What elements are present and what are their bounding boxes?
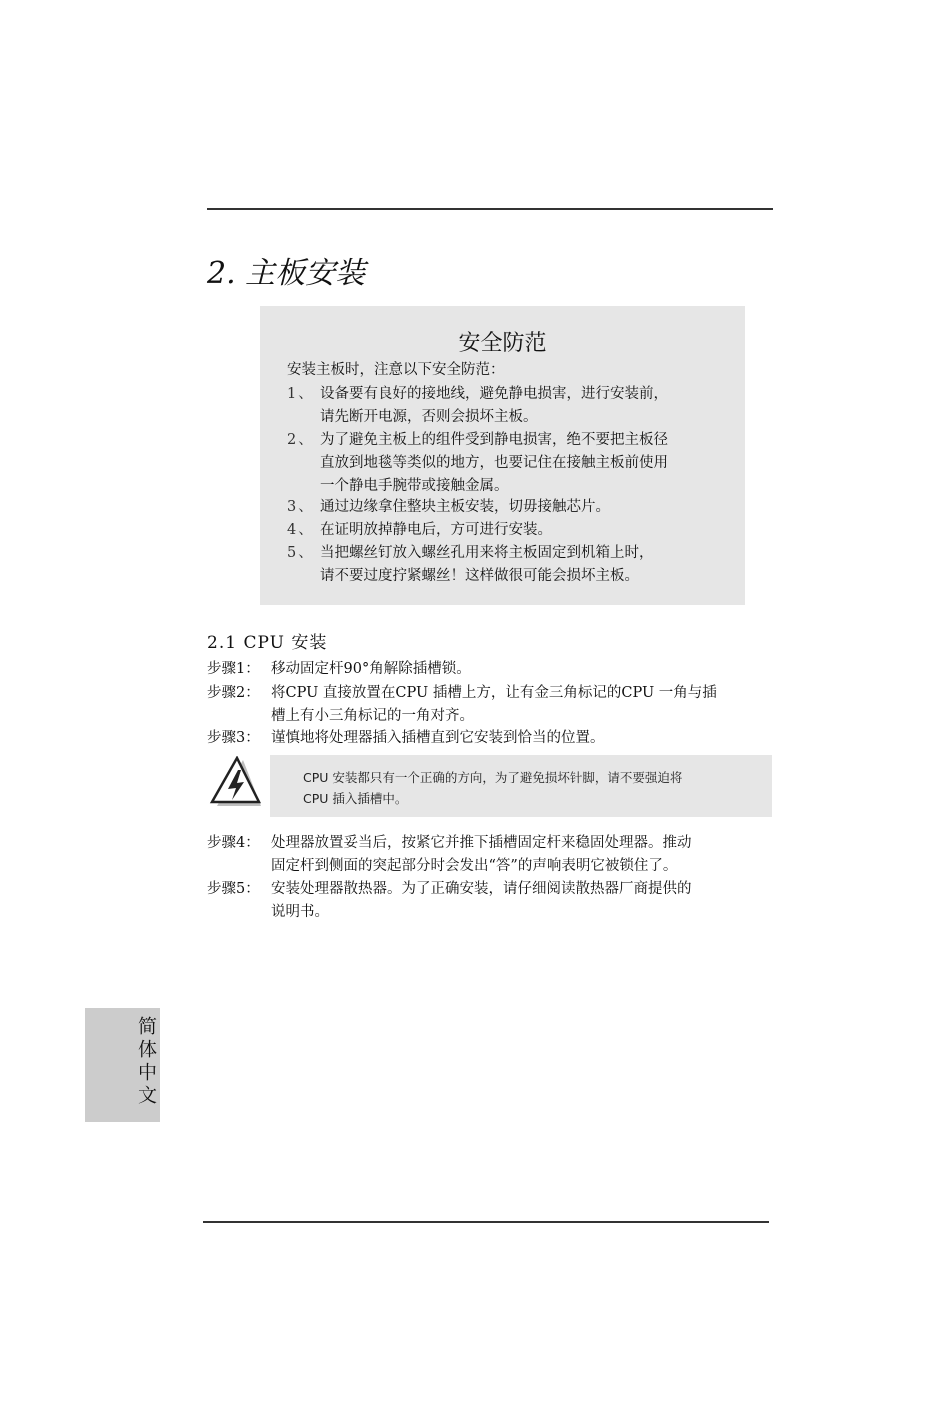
language-side-tab-label: 简体中文 [135, 1016, 157, 1108]
safety-item-line: 为了避免主板上的组件受到静电损害，绝不要把主板径 [320, 432, 668, 448]
step-label: 步骤4： [207, 835, 260, 851]
safety-title: 安全防范 [458, 331, 547, 356]
footer-rule [203, 1221, 769, 1223]
safety-item-line: 通过边缘拿住整块主板安装，切毋接触芯片。 [320, 499, 610, 515]
safety-notice-box [260, 306, 745, 605]
step-label: 步骤2： [207, 685, 260, 701]
step-line: 槽上有小三角标记的一角对齐。 [271, 708, 474, 724]
note-line: CPU 插入插槽中。 [303, 791, 408, 806]
step-label: 步骤3： [207, 730, 260, 746]
safety-intro: 安装主板时，注意以下安全防范： [287, 362, 505, 378]
safety-item-number: 5、 [287, 545, 315, 561]
step-label: 步骤1： [207, 661, 260, 677]
step-line: 处理器放置妥当后，按紧它并推下插槽固定杆来稳固处理器。推动 [271, 835, 692, 851]
safety-item-number: 3、 [287, 499, 315, 515]
section-title: 2.1 CPU 安装 [207, 633, 328, 653]
step-line: 安装处理器散热器。为了正确安装，请仔细阅读散热器厂商提供的 [271, 881, 692, 897]
safety-item-line: 直放到地毯等类似的地方，也要记住在接触主板前使用 [320, 455, 668, 471]
safety-item-line: 当把螺丝钉放入螺丝孔用来将主板固定到机箱上时， [320, 545, 654, 561]
language-side-tab [85, 1008, 160, 1122]
header-rule [207, 208, 773, 210]
safety-item-line: 在证明放掉静电后，方可进行安装。 [320, 522, 552, 538]
safety-item-line: 设备要有良好的接地线，避免静电损害，进行安装前， [320, 386, 668, 402]
note-line: CPU 安装都只有一个正确的方向，为了避免损坏针脚，请不要强迫将 [303, 770, 683, 785]
safety-item-number: 1、 [287, 386, 315, 402]
step-line: 将CPU 直接放置在CPU 插槽上方，让有金三角标记的CPU 一角与插 [271, 685, 717, 701]
chapter-title: 2. 主板安装 [207, 256, 366, 291]
warning-lightning-icon [209, 756, 265, 810]
step-line: 固定杆到侧面的突起部分时会发出“答”的声响表明它被锁住了。 [271, 858, 678, 874]
safety-item-line: 请不要过度拧紧螺丝！这样做很可能会损坏主板。 [320, 568, 639, 584]
note-box [270, 755, 772, 817]
safety-item-number: 4、 [287, 522, 315, 538]
step-line: 谨慎地将处理器插入插槽直到它安装到恰当的位置。 [271, 730, 605, 746]
step-line: 移动固定杆90°角解除插槽锁。 [271, 661, 471, 677]
step-line: 说明书。 [271, 904, 329, 920]
safety-item-number: 2、 [287, 432, 315, 448]
safety-item-line: 一个静电手腕带或接触金属。 [320, 478, 509, 494]
safety-item-line: 请先断开电源，否则会损坏主板。 [320, 409, 538, 425]
step-label: 步骤5： [207, 881, 260, 897]
